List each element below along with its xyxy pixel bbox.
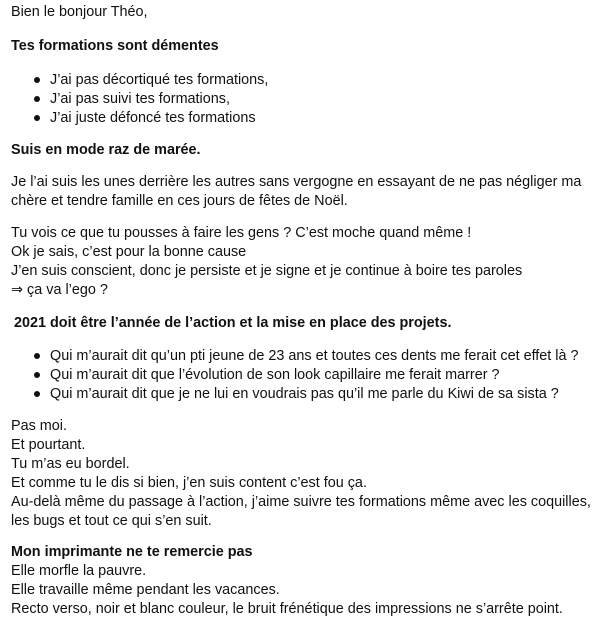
paragraph-line: Pas moi.: [11, 418, 67, 434]
list-item-text: Qui m’aurait dit qu’un pti jeune de 23 ans et toutes ces dents me ferait cet effet là ?: [50, 348, 579, 364]
paragraph-line: Elle morfle la pauvre.: [11, 563, 147, 579]
section-heading-2021: 2021 doit être l’année de l’action et la mise en place des projets.: [14, 315, 452, 331]
bullet-icon: [34, 115, 40, 121]
paragraph-line: Recto verso, noir et blanc couleur, le bruit frénétique des impressions ne s’arrête point.: [11, 601, 563, 617]
paragraph-line: Et pourtant.: [11, 437, 86, 453]
paragraph-line: Et comme tu le dis si bien, j’en suis content c’est fou ça.: [11, 475, 367, 491]
bullet-icon: [34, 391, 40, 397]
bullet-icon: [34, 96, 40, 102]
list-item-text: Qui m’aurait dit que l’évolution de son look capillaire me ferait marrer ?: [50, 367, 500, 383]
bullet-icon: [34, 77, 40, 83]
greeting: Bien le bonjour Théo,: [11, 4, 148, 20]
paragraph-line: Tu m’as eu bordel.: [11, 456, 130, 472]
paragraph-line: Elle travaille même pendant les vacances.: [11, 582, 280, 598]
paragraph-line: Tu vois ce que tu pousses à faire les gens ? C’est moche quand même !: [11, 225, 472, 241]
list-item-text: J’ai pas décortiqué tes formations,: [50, 72, 269, 88]
list-item-text: Qui m’aurait dit que je ne lui en voudrais pas qu’il me parle du Kiwi de sa sista ?: [50, 386, 559, 402]
section-heading-formations: Tes formations sont démentes: [11, 38, 219, 54]
list-item-text: J’ai pas suivi tes formations,: [50, 91, 230, 107]
paragraph-line: Au-delà même du passage à l’action, j’aime suivre tes formations même avec les coquilles,: [11, 494, 591, 510]
section-heading-raz-de-maree: Suis en mode raz de marée.: [11, 142, 201, 158]
list-item-text: J’ai juste défoncé tes formations: [50, 110, 256, 126]
paragraph-line: chère et tendre famille en ces jours de fêtes de Noël.: [11, 193, 348, 209]
paragraph-line: les bugs et tout ce qui s’en suit.: [11, 513, 212, 529]
paragraph-line: ⇒ ça va l’ego ?: [11, 282, 108, 298]
paragraph-line: Je l’ai suis les unes derrière les autres sans vergogne en essayant de ne pas négliger ma: [11, 174, 582, 190]
paragraph-line: Ok je sais, c’est pour la bonne cause: [11, 244, 247, 260]
bullet-icon: [34, 353, 40, 359]
section-heading-imprimante: Mon imprimante ne te remercie pas: [11, 544, 253, 560]
paragraph-line: J’en suis conscient, donc je persiste et je signe et je continue à boire tes paroles: [11, 263, 523, 279]
bullet-icon: [34, 372, 40, 378]
